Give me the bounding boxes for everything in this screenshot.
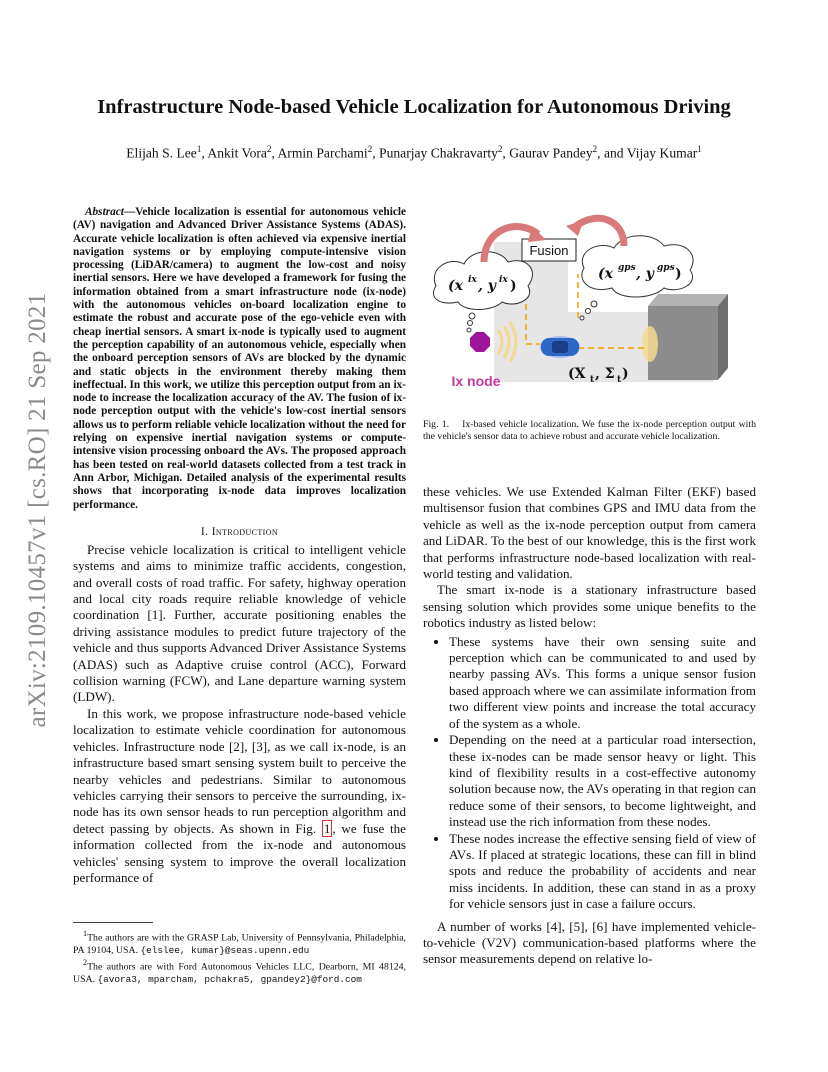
paragraph-text: In this work, we propose infrastructure node-based vehicle localization to estimate vehicle coordination for autonomous vehicles. Infrastructure node [2], [3], as we call ix-node, is an infrastructure based smart sensing system built to perceive the nearby vehicles and pedestrians. Similar to autonomous vehicles carrying their sensors to perceive the surrounding, ix-node has its own sensor heads to run perception algorithm and detect passing by objects. As shown in Fig. — [73, 705, 406, 836]
list-item: • These nodes increase the effective sensing field of view of AVs. If placed at strategic locations, these can fill in blind spots and reduce the probability of accidents and near miss incidents. In addition, these can stand in as a proxy for vehicle sensors just in case a failure occurs. — [449, 831, 756, 913]
paragraph-text: , we fuse the information collected from the ix-node and autonomous vehicles' sensing system to improve the overall localization performance of — [73, 820, 406, 885]
author: Armin Parchami — [277, 145, 368, 161]
left-column — [73, 206, 406, 886]
right-paragraph-3: A number of works [4], [5], [6] have implemented vehicle-to-vehicle (V2V) communication-based platforms where the sensor measurements depend on relative lo- — [423, 918, 756, 967]
ix-node-label: Ix node — [451, 373, 501, 389]
abstract-text: Vehicle localization is essential for autonomous vehicle (AV) navigation and Advanced Driver Assistance Systems (ADAS). Accurate vehicle localization is often achieved via expensive inertial navigation systems or by employing compute-intensive vision processing (LiDAR/camera) to augment the low-cost and noisy inertial sensors. Here we have developed a framework for fusing the information obtained from a smart infrastructure node (ix-node) with the autonomous vehicles on-board localization engine to estimate the robust and accurate pose of the ego-vehicle even with cheap inertial sensors. A smart ix-node is typically used to augment the perception capability of an autonomous vehicle, especially when the onboard perception sensors of AVs are blocked by the dynamic and static objects in the environment thereby making them ineffectual. In this work, we utilize this perception output from an ix-node to increase the localization accuracy of the AV. The fusion of ix-node perception output with the vehicle's low-cost inertial sensors allows us to perform reliable vehicle localization without the need for relying on expensive inertial navigation systems or compute-intensive vision processing onboard the AVs. The proposed approach has been tested on real-world datasets collected from a test track in Ann Arbor, Michigan. Detailed analysis of the experimental results shows that incorporating ix-node data improves localization performance. — [73, 206, 406, 511]
affiliation-mark: 1 — [196, 144, 202, 154]
svg-text:ix: ix — [499, 275, 508, 285]
footnote-text: The authors are with the GRASP Lab, University of Pennsylvania, Philadelphia, PA 19104, USA. — [73, 932, 406, 956]
building-top — [648, 294, 728, 306]
section-heading — [73, 526, 406, 538]
svg-text:(X: (X — [568, 366, 586, 382]
arrow-right-to-fusion — [576, 218, 624, 246]
arxiv-id: arXiv:2109.10457v1 [cs.RO] 21 Sep 2021 — [24, 292, 51, 728]
right-column — [423, 484, 756, 968]
section-number: I. — [200, 525, 209, 538]
affiliation-mark: 2 — [592, 144, 598, 154]
benefits-list — [423, 634, 756, 913]
svg-text:gps: gps — [618, 263, 636, 273]
right-paragraph-1: these vehicles. We use Extended Kalman Filter (EKF) based multisensor fusion that combines GPS and IMU data from the vehicle as well as the ix-node perception output from camera and LiDAR. To the best of our knowledge, this is the first work that performs infrastructure node-based localization with real-world testing and validation. — [423, 484, 756, 582]
caption-text: Ix-based vehicle localization. We fuse the ix-node perception output with the vehicle's sensor data to achieve robust and accurate vehicle localization. — [423, 419, 756, 443]
svg-text:, Σ: , Σ — [595, 366, 615, 382]
footnote-email: {elslee, kumar}@seas.upenn.edu — [140, 944, 310, 956]
right-paragraph-2: The smart ix-node is a stationary infrastructure based sensing solution which provides some unique benefits to the robotics industry as listed below: — [423, 582, 756, 631]
footnote-rule — [73, 922, 153, 923]
building-side — [718, 294, 728, 380]
paper-title: Infrastructure Node-based Vehicle Localization for Autonomous Driving — [97, 96, 731, 118]
affiliation-mark: 2 — [266, 144, 272, 154]
affiliation-mark: 2 — [367, 144, 373, 154]
affiliation-mark: 1 — [697, 144, 702, 154]
author: Ankit Vora — [207, 145, 267, 161]
abstract: Abstract—Vehicle localization is essential for autonomous vehicle (AV) navigation and Advanced Driver Assistance Systems (ADAS). Accurate vehicle localization is often achieved via expensive inertial navigation systems or by employing compute-intensive vision processing (LiDAR/camera) to augment the low-cost and noisy inertial sensors. Here we have developed a framework for fusing the information obtained from a smart infrastructure node (ix-node) with the autonomous vehicles on-board localization engine to estimate the robust and accurate pose of the ego-vehicle even with cheap inertial sensors. A smart ix-node is typically used to augment the perception capability of an autonomous vehicle, especially when the onboard perception sensors of AVs are blocked by the dynamic and static objects in the environment thereby making them ineffectual. In this work, we utilize this perception output from an ix-node to increase the localization accuracy of the AV. The fusion of ix-node perception output with the vehicle's low-cost inertial sensors allows us to perform reliable vehicle localization without the need for relying on expensive inertial navigation systems or compute-intensive vision processing onboard the AVs. The proposed approach has been tested on real-world datasets collected from a test track in Ann Arbor, Michigan. Detailed analysis of the experimental results shows that incorporating ix-node data improves localization performance. — [73, 206, 406, 511]
figure-1-caption — [423, 419, 756, 444]
footnotes — [73, 928, 406, 986]
svg-text:t: t — [617, 375, 622, 385]
footnote-2: $^2$The authors are with Ford Autonomous Vehicles LLC, Dearborn, MI 48124, USA. {avora3, mparcham, pchakra5, gpandey2}@ford.com — [73, 958, 406, 985]
svg-text:): ) — [675, 266, 682, 282]
intro-paragraph-2 — [73, 706, 406, 886]
abstract-label: Abstract — [85, 206, 124, 218]
caption-label: Fig. 1. — [423, 419, 450, 430]
list-item: • Depending on the need at a particular road intersection, these ix-nodes can be made sensor heavy or light. This kind of flexibility results in a cost-effective autonomy solution because now, the AVs operating in that region can reduce some of their sensors, to become lightweight, and instead use the rich information from these nodes. — [449, 732, 756, 830]
svg-text:gps: gps — [657, 263, 675, 273]
author: Punarjay Chakravarty — [379, 145, 498, 161]
author: and Vijay Kumar — [603, 145, 698, 161]
fusion-label: Fusion — [529, 243, 569, 258]
building-front — [648, 306, 718, 380]
svg-text:t: t — [590, 375, 595, 385]
svg-text:, y: , y — [478, 278, 496, 294]
affiliation-mark: 2 — [497, 144, 503, 154]
intro-paragraph-1: Precise vehicle localization is critical to intelligent vehicle systems and aims to minimize traffic accidents, congestion, and overall costs of road traffic. For safety, highway operation and local city roads require reliable knowledge of vehicle coordination [1]. Further, accurate positioning enables the driving assistance modules to predict future trajectory of the vehicle and thus supports Advanced Driver Assistance Systems (ADAS) such as Adaptive cruise control (ACC), Forward collision warning (FCW), and Lane departure warning system (LDW). — [73, 541, 406, 705]
svg-text:(x: (x — [448, 278, 463, 294]
figure-1-diagram — [428, 208, 748, 402]
svg-text:): ) — [510, 278, 517, 294]
arrow-right-head — [566, 220, 584, 236]
figure-reference-link[interactable]: 1 — [323, 820, 331, 836]
author: Elijah S. Lee — [126, 145, 197, 161]
arxiv-sidebar-stamp — [10, 230, 66, 790]
car-icon — [540, 336, 580, 358]
building-sensor-glow — [642, 326, 658, 362]
footnote-email: {avora3, mparcham, pchakra5, gpandey2}@ford.com — [97, 973, 362, 985]
section-title: Introduction — [211, 525, 279, 538]
author: Gaurav Pandey — [509, 145, 593, 161]
footnote-1: $^1$The authors are with the GRASP Lab, University of Pennsylvania, Philadelphia, PA 19104, USA. {elslee, kumar}@seas.upenn.edu — [73, 929, 406, 956]
svg-text:(x: (x — [598, 266, 613, 282]
list-item: • These systems have their own sensing suite and perception which can be communicated to and used by nearby passing AVs. This forms a unique sensor fusion based approach where we can assimilate information from two different view points and increase the total accuracy of the system as a whole. — [449, 634, 756, 732]
svg-text:ix: ix — [468, 275, 477, 285]
svg-text:, y: , y — [636, 266, 654, 282]
svg-text:): ) — [622, 366, 629, 382]
author-list: Elijah S. Lee$^1$, Ankit Vora$^2$, Armin Parchami$^2$, Punarjay Chakravarty$^2$, Gaurav Pandey$^2$, and Vijay Kumar$^1$ — [126, 144, 702, 161]
footnote-text: The authors are with Ford Autonomous Vehicles LLC, Dearborn, MI 48124, USA. — [73, 961, 406, 985]
